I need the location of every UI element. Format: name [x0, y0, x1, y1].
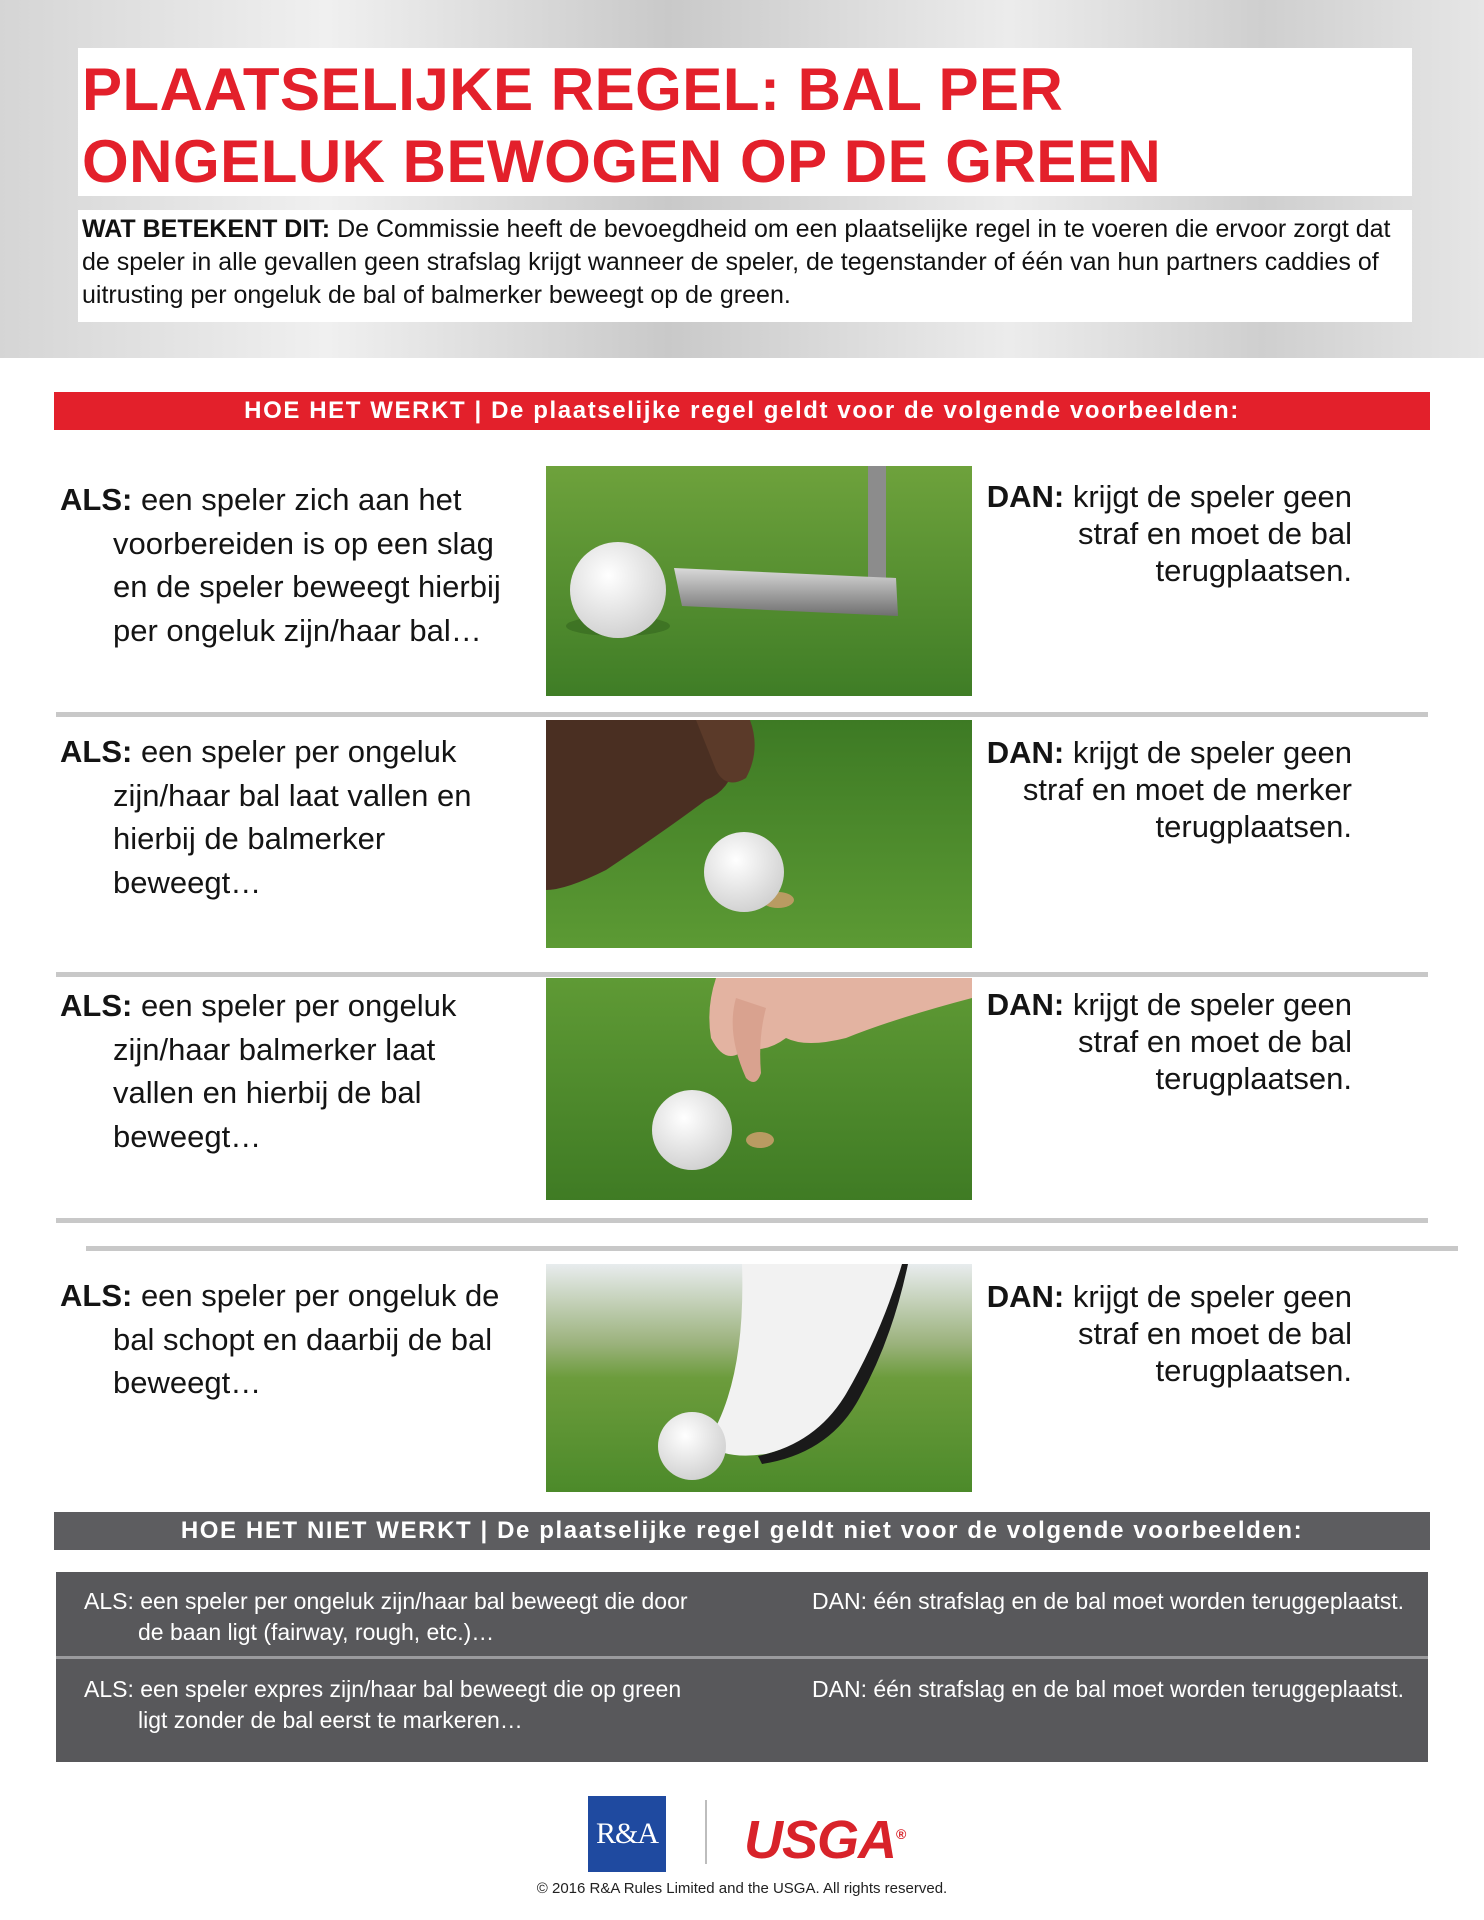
not-row2-als: ALS: een speler expres zijn/haar bal beweegt die op green ligt zonder de bal eerst te markeren… [84, 1676, 682, 1733]
usga-registered-mark: ® [896, 1826, 906, 1842]
row2-dan-text: krijgt de speler geen straf en moet de merker terugplaatsen. [1022, 735, 1352, 844]
row2-dan-label: DAN: [986, 735, 1065, 770]
shoe-kicking-ball-photo [546, 1264, 972, 1492]
row2-dan [980, 734, 1352, 845]
not-row [56, 1572, 1428, 1656]
row2-als [60, 730, 510, 904]
row3-als-label: ALS: [60, 988, 133, 1023]
not-row2-dan: DAN: één strafslag en de bal moet worden teruggeplaatst. [812, 1676, 1404, 1702]
hand-dropping-marker-photo [546, 978, 972, 1200]
intro-text: De Commissie heeft de bevoegdheid om een plaatselijke regel in te voeren die ervoor zorgt dat de speler in alle gevallen geen strafslag krijgt wanneer de speler, de tegenstander of één van hun partners caddies of uitrusting per ongeluk de bal of balmerker beweegt op de green. [82, 215, 1391, 309]
row1-dan [980, 478, 1352, 589]
row1-als [60, 478, 510, 652]
intro-paragraph [78, 210, 1412, 322]
logo-divider [705, 1800, 707, 1864]
title-box [78, 48, 1412, 196]
row-divider [56, 712, 1428, 717]
row1-dan-label: DAN: [986, 479, 1065, 514]
hand-dropping-ball-photo [546, 720, 972, 948]
putter-near-ball-photo [546, 466, 972, 696]
intro-label: WAT BETEKENT DIT: [82, 215, 331, 243]
row1-dan-text: krijgt de speler geen straf en moet de bal terugplaatsen. [1064, 479, 1352, 588]
row1-als-text: een speler zich aan het voorbereiden is op een slag en de speler beweegt hierbij per ongeluk zijn/haar bal… [113, 482, 501, 648]
copyright-notice: © 2016 R&A Rules Limited and the USGA. All rights reserved. [536, 1880, 948, 1897]
page-title-line2: ONGELUK BEWOGEN OP DE GREEN [82, 128, 1162, 195]
how-it-works-band: HOE HET WERKT | De plaatselijke regel geldt voor de volgende voorbeelden: [54, 392, 1430, 430]
row4-als-text: een speler per ongeluk de bal schopt en daarbij de bal beweegt… [113, 1278, 500, 1400]
row3-als [60, 984, 510, 1158]
row2-als-text: een speler per ongeluk zijn/haar bal laat vallen en hierbij de balmerker beweegt… [113, 734, 472, 900]
row3-als-text: een speler per ongeluk zijn/haar balmerker laat vallen en hierbij de bal beweegt… [113, 988, 457, 1154]
row4-dan-text: krijgt de speler geen straf en moet de bal terugplaatsen. [1064, 1279, 1352, 1388]
row4-als [60, 1274, 510, 1405]
page-title-line1: PLAATSELIJKE REGEL: BAL PER [82, 56, 1064, 123]
row4-als-label: ALS: [60, 1278, 133, 1313]
usga-logo [744, 1804, 906, 1870]
not-row [56, 1660, 1428, 1744]
table-divider [56, 1656, 1428, 1659]
row2-als-label: ALS: [60, 734, 133, 769]
row3-dan [980, 986, 1352, 1097]
row3-dan-text: krijgt de speler geen straf en moet de bal terugplaatsen. [1064, 987, 1352, 1096]
usga-logo-text: USGA [744, 1810, 897, 1870]
row-divider [56, 1218, 1428, 1223]
row4-dan-label: DAN: [986, 1279, 1065, 1314]
not-applicable-table [56, 1572, 1428, 1762]
how-it-does-not-work-band: HOE HET NIET WERKT | De plaatselijke regel geldt niet voor de volgende voorbeelden: [54, 1512, 1430, 1550]
row3-dan-label: DAN: [986, 987, 1065, 1022]
not-row1-dan: DAN: één strafslag en de bal moet worden teruggeplaatst. [812, 1588, 1404, 1614]
row-divider [56, 972, 1428, 977]
row4-dan [980, 1278, 1352, 1389]
not-row1-als: ALS: een speler per ongeluk zijn/haar bal beweegt die door de baan ligt (fairway, rough, etc.)… [84, 1588, 688, 1645]
row-divider-offset [86, 1246, 1458, 1251]
ra-logo: R&A [588, 1796, 666, 1872]
row1-als-label: ALS: [60, 482, 133, 517]
